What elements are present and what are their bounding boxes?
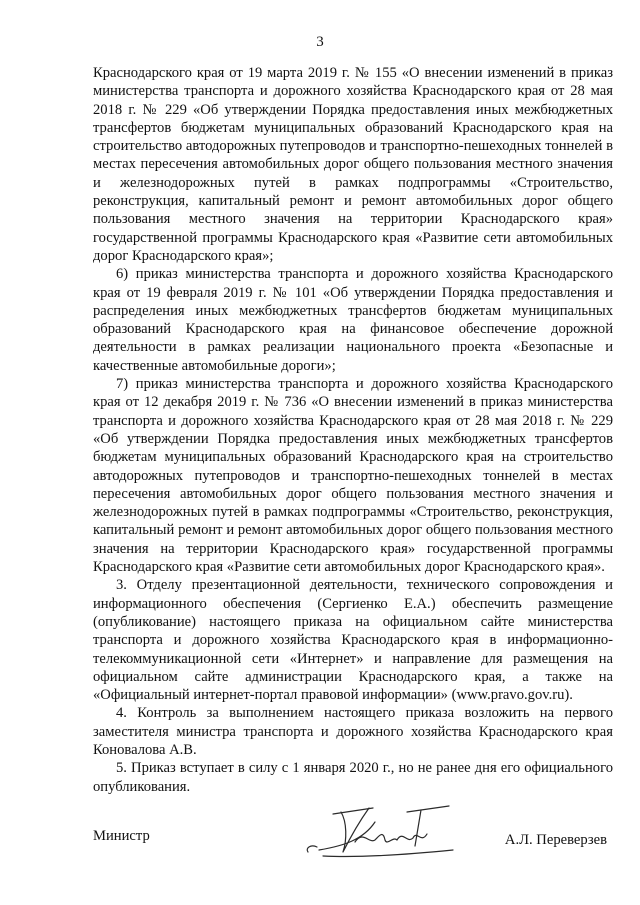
paragraph-continuation: Краснодарского края от 19 марта 2019 г. № 155 «О внесении изменений в приказ министерства транспорта и дорожного хозяйства Краснодарского края от 28 мая 2018 г. № 229 «Об утверждении Порядка предоставления иных межбюджетных трансфертов бюджетам муниципальных образований Краснодарского края на строительство автодорожных путепроводов и транспортно-пешеходных тоннелей в местах пересечения автомобильных дорог общего пользования местного значения и железнодорожных путей в рамках подпрограммы «Строительство, реконструкция, капитальный ремонт и ремонт автомобильных дорог общего пользования местного значения на территории Краснодарского края» государственной программы Краснодарского края «Развитие сети автомобильных дорог Краснодарского края»; bbox=[93, 65, 613, 264]
signatory-name: А.Л. Переверзев bbox=[504, 832, 607, 848]
paragraph-clause-3: 3. Отделу презентационной деятельности, технического сопровождения и информационного обеспечения (Сергиенко Е.А.) обеспечить размещение (опубликование) настоящего приказа на официальном сайте министерства транспорта и дорожного хозяйства Краснодарского края в информационно-телекоммуникационной сети «Интернет» и направление для размещения на официальном сайте администрации Краснодарского края, а также на «Официальный интернет-портал правовой информации» (www.pravo.gov.ru). bbox=[93, 577, 613, 704]
page-number: 3 bbox=[316, 34, 324, 50]
handwritten-signature bbox=[303, 800, 473, 862]
paragraph-item-6: 6) приказ министерства транспорта и дорожного хозяйства Краснодарского края от 19 февраля 2019 г. № 101 «Об утверждении Порядка предоставления и распределения иных межбюджетных трансфертов бюджетам муниципальных образований Краснодарского края на финансовое обеспечение дорожной деятельности в рамках реализации национального проекта «Безопасные и качественные автомобильные дороги»; bbox=[93, 266, 613, 374]
paragraph-clause-5: 5. Приказ вступает в силу с 1 января 2020 г., но не ранее дня его официального опубликования. bbox=[93, 760, 613, 795]
paragraph-clause-4: 4. Контроль за выполнением настоящего приказа возложить на первого заместителя министра транспорта и дорожного хозяйства Краснодарского края Коновалова А.В. bbox=[93, 705, 613, 758]
document-body bbox=[93, 64, 613, 796]
paragraph-item-7: 7) приказ министерства транспорта и дорожного хозяйства Краснодарского края от 12 декабря 2019 г. № 736 «О внесении изменений в приказ министерства транспорта и дорожного хозяйства Краснодарского края от 28 мая 2018 г. № 229 «Об утверждении Порядка предоставления иных межбюджетных трансфертов бюджетам муниципальных образований Краснодарского края на строительство автодорожных путепроводов и транспортно-пешеходных тоннелей в местах пересечения автомобильных дорог общего пользования местного значения и железнодорожных путей в рамках подпрограммы «Строительство, реконструкция, капитальный ремонт и ремонт автомобильных дорог общего пользования местного значения на территории Краснодарского края» государственной программы Краснодарского края «Развитие сети автомобильных дорог Краснодарского края». bbox=[93, 376, 613, 576]
signatory-role: Министр bbox=[93, 828, 150, 844]
signature-block bbox=[93, 800, 613, 870]
